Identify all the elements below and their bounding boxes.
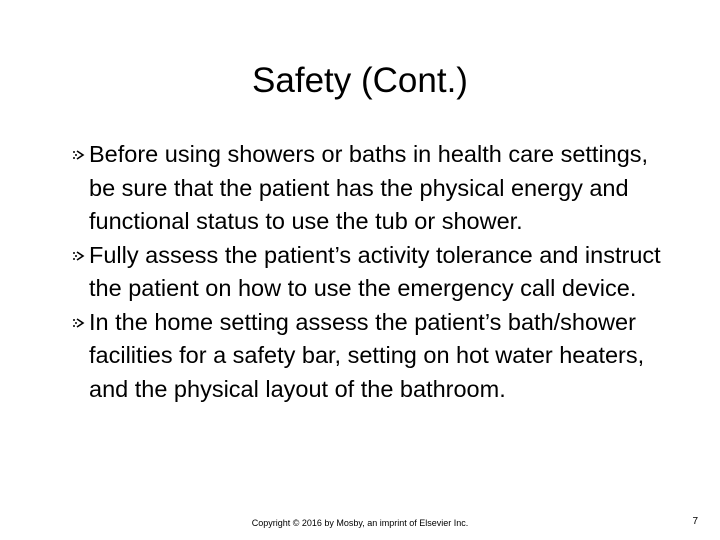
slide-title: Safety (Cont.) [252,61,468,100]
dotted-arrow-bullet-icon [72,148,86,162]
bullet-text: Fully assess the patient’s activity tolerance and instruct the patient on how to use the emergency call device. [89,241,661,301]
page-number: 7 [692,516,698,527]
bullet-item [72,306,672,407]
bullet-text: Before using showers or baths in health care settings, be sure that the patient has the physical energy and functional status to use the tub or shower. [89,141,649,234]
dotted-arrow-bullet-icon [72,249,86,263]
copyright-footer: Copyright © 2016 by Mosby, an imprint of Elsevier Inc. [251,518,469,528]
dotted-arrow-bullet-icon [72,316,86,330]
bullet-item [72,138,672,239]
bullet-text: In the home setting assess the patient’s bath/shower facilities for a safety bar, setting on hot water heaters, and the physical layout of the bathroom. [89,308,645,402]
bullet-list [72,138,672,406]
bullet-item [72,239,672,306]
